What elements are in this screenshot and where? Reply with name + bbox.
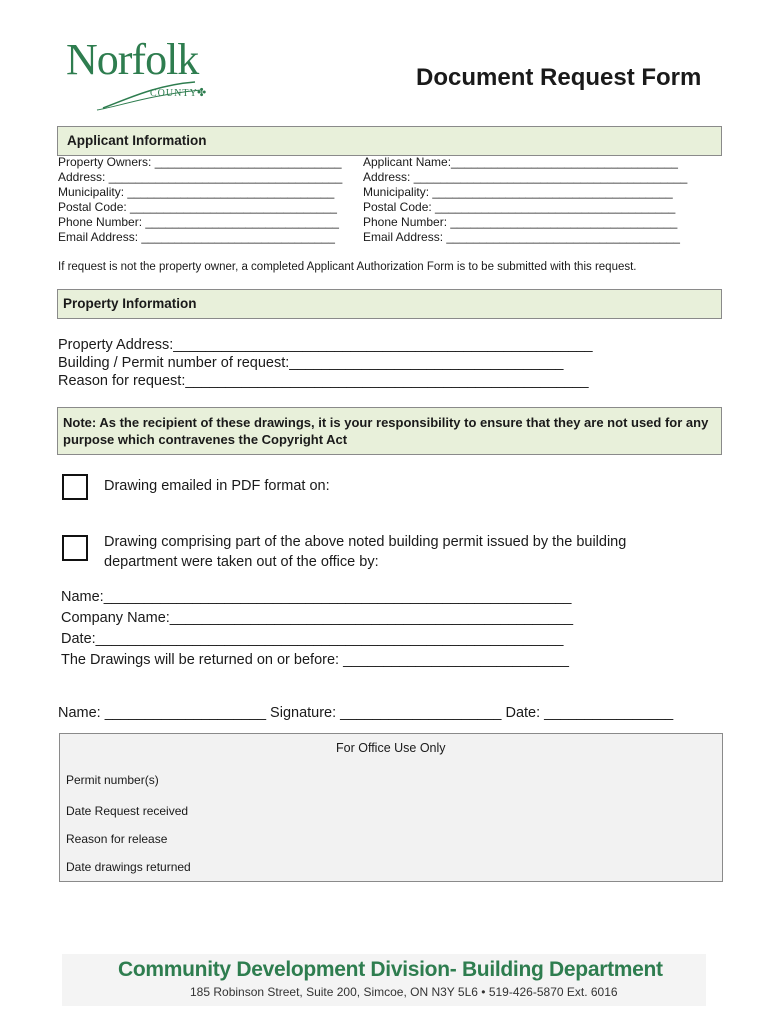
applicant-address-field[interactable]: Address: _________________________________________ — [363, 170, 688, 184]
applicant-municipality-field[interactable]: Municipality: ____________________________________ — [363, 185, 673, 199]
office-date-returned: Date drawings returned — [66, 860, 191, 874]
drawings-taken-checkbox[interactable] — [62, 535, 88, 561]
pickup-date-field[interactable]: Date:__________________________________________________________ — [61, 631, 564, 647]
office-reason-release: Reason for release — [66, 832, 168, 846]
return-date-field[interactable]: The Drawings will be returned on or before: ____________________________ — [61, 652, 569, 668]
applicant-section-heading: Applicant Information — [67, 133, 207, 148]
applicant-name-field[interactable]: Applicant Name:__________________________________ — [363, 155, 678, 169]
copyright-note-text: Note: As the recipient of these drawings, it is your responsibility to ensure that they are not used for any purpose which contravenes the Copyright Act — [63, 415, 709, 447]
office-date-received: Date Request received — [66, 804, 189, 818]
signature-line[interactable]: Name: ____________________ Signature: ____________________ Date: ________________ — [58, 705, 674, 721]
property-section-heading: Property Information — [63, 296, 197, 311]
pickup-company-field[interactable]: Company Name:__________________________________________________ — [61, 610, 574, 626]
footer-address: 185 Robinson Street, Suite 200, Simcoe, ON N3Y 5L6 • 519-426-5870 Ext. 6016 — [190, 985, 618, 999]
pickup-name-field[interactable]: Name:__________________________________________________________ — [61, 589, 572, 605]
owner-address-field[interactable]: Address: ___________________________________ — [58, 170, 343, 184]
page-title: Document Request Form — [416, 64, 702, 91]
applicant-email-field[interactable]: Email Address: ___________________________________ — [363, 230, 680, 244]
logo-county-text: COUNTY — [150, 88, 198, 99]
owner-email-field[interactable]: Email Address: _____________________________ — [58, 230, 335, 244]
applicant-postal-code-field[interactable]: Postal Code: ____________________________________ — [363, 200, 676, 214]
authorization-notice: If request is not the property owner, a completed Applicant Authorization Form is to be submitted with this request. — [58, 261, 637, 273]
footer-title: Community Development Division- Building Department — [118, 958, 663, 981]
logo-wordmark: Norfolk — [66, 35, 199, 84]
applicant-phone-field[interactable]: Phone Number: __________________________________ — [363, 215, 678, 229]
owner-postal-code-field[interactable]: Postal Code: _______________________________ — [58, 200, 337, 214]
office-use-title: For Office Use Only — [336, 741, 446, 755]
property-address-field[interactable]: Property Address:____________________________________________________ — [58, 337, 593, 353]
pdf-emailed-checkbox[interactable] — [62, 474, 88, 500]
owner-municipality-field[interactable]: Municipality: _______________________________ — [58, 185, 335, 199]
reason-for-request-field[interactable]: Reason for request:__________________________________________________ — [58, 373, 589, 389]
drawings-taken-label: Drawing comprising part of the above noted building permit issued by the building department were taken out of the office by: — [104, 534, 627, 570]
owner-phone-field[interactable]: Phone Number: _____________________________ — [58, 215, 339, 229]
pdf-emailed-label: Drawing emailed in PDF format on: — [104, 478, 330, 494]
office-permit-numbers: Permit number(s) — [66, 773, 159, 787]
property-owners-field[interactable]: Property Owners: ____________________________ — [58, 155, 342, 169]
maple-leaf-icon: ✤ — [197, 87, 207, 99]
permit-number-field[interactable]: Building / Permit number of request:__________________________________ — [58, 355, 564, 371]
